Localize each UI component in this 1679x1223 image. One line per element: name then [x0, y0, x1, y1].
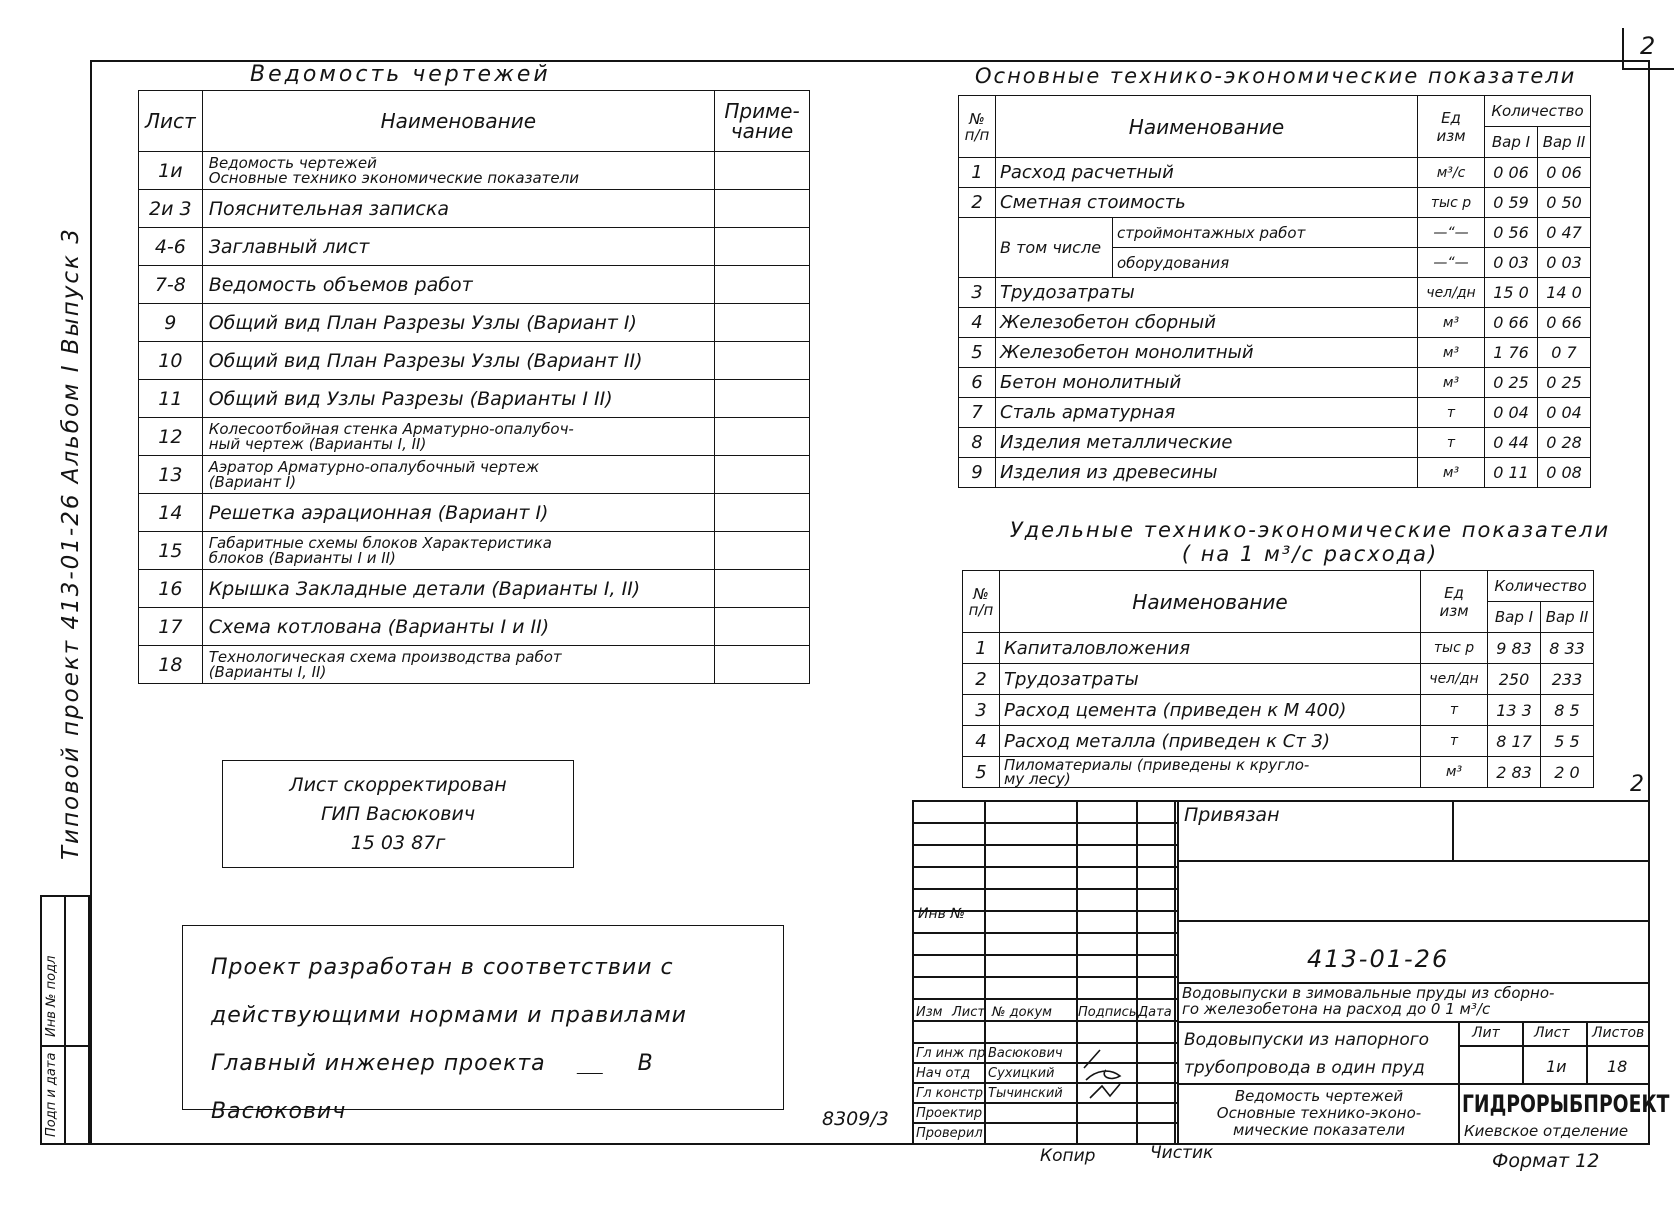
tei-col-var2: Вар II — [1538, 127, 1591, 158]
tei-unit: т — [1418, 398, 1485, 428]
drawing-sheet: 1и — [139, 152, 203, 190]
drawing-row — [139, 456, 810, 494]
drawing-name: Общий вид План Разрезы Узлы (Вариант II) — [202, 342, 714, 380]
role-2-name: Сухицкий — [988, 1066, 1055, 1081]
tei-title: Основные технико-экономические показатели — [975, 64, 1577, 88]
signature-icon — [1080, 1046, 1134, 1102]
tei-var2: 0 03 — [1538, 248, 1591, 278]
spec-num: 5 — [963, 757, 1000, 788]
spec-var2: 8 5 — [1541, 695, 1594, 726]
tei-unit: чел/дн — [1418, 278, 1485, 308]
drawing-sheet: 2и 3 — [139, 190, 203, 228]
tei-row — [959, 338, 1591, 368]
drawing-row — [139, 418, 810, 456]
project-code: 413-01-26 — [1307, 945, 1450, 973]
drawing-name: Технологическая схема производства работ (Варианты I, II) — [202, 646, 714, 684]
col-sheet: Лист — [139, 91, 203, 152]
spec-unit: тыс р — [1421, 633, 1488, 664]
drawing-note — [715, 228, 810, 266]
drawing-sheet: 9 — [139, 304, 203, 342]
tei-name: Сталь арматурная — [996, 398, 1418, 428]
tei-name: оборудования — [1113, 248, 1418, 278]
sheets-label: Листов — [1592, 1025, 1645, 1041]
tei-row — [959, 368, 1591, 398]
tei-unit: м³ — [1418, 308, 1485, 338]
tei-var1: 0 06 — [1485, 158, 1538, 188]
drawing-note — [715, 304, 810, 342]
col-label-doc: № докум — [992, 1005, 1052, 1020]
compliance-line-3 — [211, 1040, 783, 1136]
tei-unit: м³/с — [1418, 158, 1485, 188]
project-title: Водовыпуски в зимовальные пруды из сборно- го железобетона на расход до 0 1 м³/с — [1182, 984, 1555, 1018]
spec-col-var1: Вар I — [1488, 602, 1541, 633]
tei-var1: 0 04 — [1485, 398, 1538, 428]
drawing-row — [139, 190, 810, 228]
tei-col-var1: Вар I — [1485, 127, 1538, 158]
role-1: Гл инж пр — [916, 1046, 986, 1061]
drawing-note — [715, 570, 810, 608]
drawing-name: Схема котлована (Варианты I и II) — [202, 608, 714, 646]
spec-unit: м³ — [1421, 757, 1488, 788]
tei-name: Сметная стоимость — [996, 188, 1418, 218]
sheet-value: 1и — [1546, 1057, 1567, 1076]
tei-row — [959, 428, 1591, 458]
tei-unit: тыс р — [1418, 188, 1485, 218]
spec-var2: 8 33 — [1541, 633, 1594, 664]
object-title: Водовыпуски из напорного трубопровода в один пруд — [1184, 1030, 1430, 1078]
role-4: Проектир — [916, 1106, 983, 1121]
drawing-sheet: 15 — [139, 532, 203, 570]
correction-line-1: Лист скорректирован — [289, 774, 507, 796]
spec-var1: 8 17 — [1488, 726, 1541, 757]
tei-var1: 15 0 — [1485, 278, 1538, 308]
tei-unit: м³ — [1418, 458, 1485, 488]
spec-var2: 233 — [1541, 664, 1594, 695]
col-label-signature: Подпись — [1078, 1005, 1137, 1020]
drawing-sheet: 10 — [139, 342, 203, 380]
left-stamp — [40, 895, 90, 1145]
tei-var1: 1 76 — [1485, 338, 1538, 368]
drawing-sheet: 12 — [139, 418, 203, 456]
lit-label: Лит — [1472, 1025, 1500, 1041]
spec-col-var2: Вар II — [1541, 602, 1594, 633]
spec-col-num: № п/п — [963, 571, 1000, 633]
drawing-note — [715, 418, 810, 456]
sheet-title: Ведомость чертежей Основные технико-эконо- мические показатели — [1216, 1087, 1422, 1139]
correction-line-2: ГИП Васюкович — [320, 803, 476, 825]
drawing-name: Общий вид План Разрезы Узлы (Вариант I) — [202, 304, 714, 342]
spec-name: Капиталовложения — [1000, 633, 1421, 664]
org-dept: Киевское отделение — [1464, 1122, 1629, 1140]
sheet-label: Лист — [1534, 1025, 1570, 1041]
role-3-name: Тычинский — [988, 1086, 1063, 1101]
drawing-row — [139, 266, 810, 304]
drawing-sheet: 14 — [139, 494, 203, 532]
spec-num: 3 — [963, 695, 1000, 726]
tei-var2: 0 47 — [1538, 218, 1591, 248]
tei-unit: —“— — [1418, 218, 1485, 248]
drawing-sheet: 11 — [139, 380, 203, 418]
spec-name: Пиломатериалы (приведены к кругло- му лесу) — [1000, 757, 1421, 788]
tei-row — [959, 308, 1591, 338]
tei-col-unit: Ед изм — [1418, 96, 1485, 158]
drawing-name: Габаритные схемы блоков Характеристика блоков (Варианты I и II) — [202, 532, 714, 570]
sheet-number: 2 — [1640, 32, 1656, 60]
drawing-sheet: 17 — [139, 608, 203, 646]
tei-num: 9 — [959, 458, 996, 488]
drawing-row — [139, 342, 810, 380]
drawing-note — [715, 494, 810, 532]
spec-var1: 2 83 — [1488, 757, 1541, 788]
drawing-name: Колесоотбойная стенка Арматурно-опалубоч- ный чертеж (Варианты I, II) — [202, 418, 714, 456]
spec-row — [963, 633, 1594, 664]
tei-var2: 0 66 — [1538, 308, 1591, 338]
drawings-table — [138, 90, 810, 684]
spec-unit: т — [1421, 695, 1488, 726]
spec-var1: 250 — [1488, 664, 1541, 695]
drawing-name: Ведомость объемов работ — [202, 266, 714, 304]
drawing-name: Крышка Закладные детали (Варианты I, II) — [202, 570, 714, 608]
compliance-line-2: действующими нормами и правилами — [211, 1003, 687, 1028]
tei-name: строймонтажных работ — [1113, 218, 1418, 248]
stamp-date-label: Подп и дата — [44, 1052, 59, 1137]
copier-name: Чистик — [1150, 1143, 1214, 1163]
role-3: Гл констр — [916, 1086, 983, 1101]
drawing-row — [139, 532, 810, 570]
drawings-title: Ведомость чертежей — [250, 62, 551, 87]
spec-title-line: Удельные технико-экономические показатели — [1009, 518, 1611, 542]
spec-name: Трудозатраты — [1000, 664, 1421, 695]
drawing-row — [139, 570, 810, 608]
margin-mark: 2 — [1630, 772, 1644, 797]
tei-var2: 0 08 — [1538, 458, 1591, 488]
tei-var2: 14 0 — [1538, 278, 1591, 308]
drawing-name: Ведомость чертежей Основные технико экономические показатели — [202, 152, 714, 190]
drawing-row — [139, 152, 810, 190]
drawing-note — [715, 608, 810, 646]
chief-engineer-signature-icon — [576, 1055, 613, 1074]
drawing-name: Пояснительная записка — [202, 190, 714, 228]
spec-col-name: Наименование — [1000, 571, 1421, 633]
correction-line-3: 15 03 87г — [350, 832, 446, 854]
compliance-line-1: Проект разработан в соответствии с — [211, 955, 674, 980]
tei-name: Железобетон монолитный — [996, 338, 1418, 368]
tei-var2: 0 25 — [1538, 368, 1591, 398]
tei-name: Трудозатраты — [996, 278, 1418, 308]
drawing-sheet: 16 — [139, 570, 203, 608]
tei-name: Бетон монолитный — [996, 368, 1418, 398]
tei-name: Расход расчетный — [996, 158, 1418, 188]
tei-row — [959, 458, 1591, 488]
tei-row — [959, 188, 1591, 218]
chief-engineer-label: Главный инженер проекта — [211, 1051, 546, 1076]
drawing-sheet: 13 — [139, 456, 203, 494]
spec-unit: т — [1421, 726, 1488, 757]
role-5: Проверил — [916, 1126, 983, 1141]
spec-var1: 9 83 — [1488, 633, 1541, 664]
tei-var2: 0 06 — [1538, 158, 1591, 188]
spec-col-unit: Ед изм — [1421, 571, 1488, 633]
drawing-note — [715, 456, 810, 494]
spec-num: 1 — [963, 633, 1000, 664]
drawing-name: Решетка аэрационная (Вариант I) — [202, 494, 714, 532]
drawing-note — [715, 342, 810, 380]
col-label-list: Лист — [952, 1005, 985, 1020]
tei-var1: 0 66 — [1485, 308, 1538, 338]
role-1-name: Васюкович — [988, 1046, 1063, 1061]
format-label: Формат 12 — [1492, 1150, 1600, 1172]
attached-label: Привязан — [1184, 804, 1280, 826]
tei-col-name: Наименование — [996, 96, 1418, 158]
tei-var1: 0 59 — [1485, 188, 1538, 218]
drawing-note — [715, 152, 810, 190]
spec-var2: 5 5 — [1541, 726, 1594, 757]
drawing-sheet: 4-6 — [139, 228, 203, 266]
tei-var2: 0 7 — [1538, 338, 1591, 368]
tei-var1: 0 03 — [1485, 248, 1538, 278]
drawing-name: Общий вид Узлы Разрезы (Варианты I II) — [202, 380, 714, 418]
registration-number: 8309/3 — [822, 1108, 889, 1130]
tei-unit: —“— — [1418, 248, 1485, 278]
tei-var1: 0 56 — [1485, 218, 1538, 248]
tei-var1: 0 11 — [1485, 458, 1538, 488]
copied-label: Копир — [1040, 1146, 1096, 1166]
sheets-value: 18 — [1607, 1057, 1628, 1076]
drawing-note — [715, 266, 810, 304]
chief-engineer-name: В Васюкович — [211, 1051, 654, 1124]
tei-num: 8 — [959, 428, 996, 458]
col-name: Наименование — [202, 91, 714, 152]
tei-col-num: № п/п — [959, 96, 996, 158]
drawing-row — [139, 646, 810, 684]
drawing-note — [715, 380, 810, 418]
spec-row — [963, 726, 1594, 757]
spec-title — [1000, 518, 1620, 566]
spec-var2: 2 0 — [1541, 757, 1594, 788]
drawing-note — [715, 532, 810, 570]
stamp-inv-label: Инв № подл — [44, 955, 59, 1037]
tei-var2: 0 50 — [1538, 188, 1591, 218]
tei-var1: 0 25 — [1485, 368, 1538, 398]
col-label-date: Дата — [1138, 1005, 1172, 1020]
spec-var1: 13 3 — [1488, 695, 1541, 726]
tei-row — [959, 398, 1591, 428]
tei-name: Железобетон сборный — [996, 308, 1418, 338]
role-2: Нач отд — [916, 1066, 971, 1081]
drawing-row — [139, 494, 810, 532]
tei-var2: 0 04 — [1538, 398, 1591, 428]
tei-num: 4 — [959, 308, 996, 338]
tei-unit: м³ — [1418, 338, 1485, 368]
drawing-note — [715, 190, 810, 228]
tei-num: 1 — [959, 158, 996, 188]
drawing-row — [139, 608, 810, 646]
compliance-box — [182, 925, 784, 1124]
drawing-row — [139, 304, 810, 342]
spec-name: Расход металла (приведен к Ст 3) — [1000, 726, 1421, 757]
title-block — [912, 800, 1670, 1145]
drawing-row — [139, 380, 810, 418]
tei-num: 5 — [959, 338, 996, 368]
tei-col-qty: Количество — [1485, 96, 1591, 127]
spec-row — [963, 695, 1594, 726]
tei-num: 6 — [959, 368, 996, 398]
inv-label: Инв № — [918, 906, 965, 922]
spec-table — [962, 570, 1594, 788]
tei-num — [959, 218, 996, 278]
drawing-row — [139, 228, 810, 266]
spec-row — [963, 664, 1594, 695]
drawing-sheet: 18 — [139, 646, 203, 684]
tei-var1: 0 44 — [1485, 428, 1538, 458]
tei-table — [958, 95, 1591, 488]
spec-row — [963, 757, 1594, 788]
spec-subtitle: ( на 1 м³/с расхода) — [1181, 542, 1439, 566]
tei-row — [959, 158, 1591, 188]
tei-unit: м³ — [1418, 368, 1485, 398]
drawing-sheet: 7-8 — [139, 266, 203, 304]
col-note: Приме- чание — [715, 91, 810, 152]
col-label-izm: Изм — [916, 1005, 943, 1020]
spec-col-qty: Количество — [1488, 571, 1594, 602]
tei-unit: т — [1418, 428, 1485, 458]
spec-name: Расход цемента (приведен к М 400) — [1000, 695, 1421, 726]
correction-note — [222, 760, 574, 868]
spec-num: 2 — [963, 664, 1000, 695]
drawing-note — [715, 646, 810, 684]
tei-num: 7 — [959, 398, 996, 428]
tei-row — [959, 278, 1591, 308]
tei-var2: 0 28 — [1538, 428, 1591, 458]
drawing-name: Заглавный лист — [202, 228, 714, 266]
drawing-name: Аэратор Арматурно-опалубочный чертеж (Вариант I) — [202, 456, 714, 494]
tei-sub-label: В том числе — [996, 218, 1113, 278]
tei-row — [959, 218, 1591, 248]
left-strip-title: Типовой проект 413-01-26 Альбом I Выпуск 3 — [58, 227, 84, 860]
org-name: ГИДРОРЫБПРОЕКТ — [1462, 1090, 1670, 1118]
tei-name: Изделия металлические — [996, 428, 1418, 458]
spec-num: 4 — [963, 726, 1000, 757]
spec-unit: чел/дн — [1421, 664, 1488, 695]
tei-num: 2 — [959, 188, 996, 218]
tei-name: Изделия из древесины — [996, 458, 1418, 488]
tei-num: 3 — [959, 278, 996, 308]
